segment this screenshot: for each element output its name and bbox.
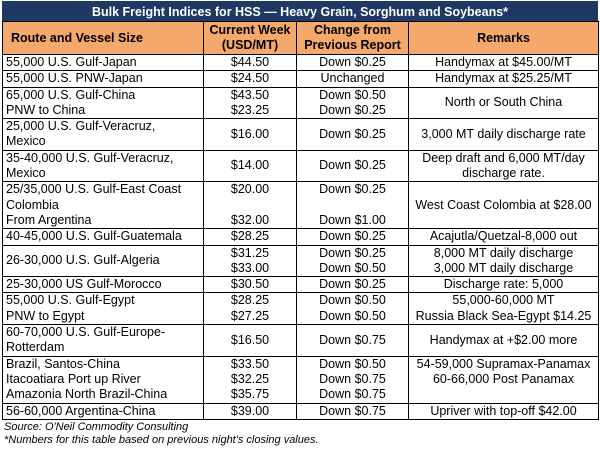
current-week-cell-line: $33.00 <box>230 260 270 275</box>
change-cell <box>297 182 409 229</box>
route-cell-line: 25/35,000 U.S. Gulf-East Coast <box>6 182 182 197</box>
route-cell <box>3 356 204 403</box>
source-note: Source: O'Neil Commodity Consulting <box>4 420 189 433</box>
change-cell <box>297 71 409 87</box>
route-cell-line: 55,000 U.S. Gulf-Japan <box>6 55 137 69</box>
change-cell <box>297 87 409 119</box>
table-row <box>3 245 599 277</box>
route-cell-line: Brazil, Santos-China <box>6 356 120 371</box>
current-week-cell-line: $44.50 <box>230 55 270 69</box>
current-week-cell-line: $14.00 <box>230 158 270 173</box>
route-cell <box>3 245 204 277</box>
remarks-cell-line: North or South China <box>444 95 563 110</box>
route-cell-line: 35-40,000 U.S. Gulf-Veracruz, <box>6 150 174 165</box>
route-cell-line: 26-30,000 U.S. Gulf-Algeria <box>6 253 160 268</box>
change-cell <box>297 229 409 245</box>
freight-table-container <box>2 1 598 447</box>
current-week-cell-line: $27.25 <box>230 308 270 323</box>
current-week-cell-line: $32.00 <box>230 212 270 227</box>
table-row <box>3 229 599 245</box>
route-cell-line: 60-70,000 U.S. Gulf-Europe- <box>6 325 166 340</box>
current-week-cell-line: $20.00 <box>230 182 270 197</box>
current-week-cell <box>204 119 297 151</box>
change-cell-line: Down $0.25 <box>319 55 386 69</box>
remarks-cell-line: Handymax at +$2.00 more <box>429 332 578 347</box>
change-cell-line: Down $0.75 <box>319 371 386 386</box>
route-cell <box>3 325 204 357</box>
route-cell <box>3 150 204 182</box>
current-week-cell <box>204 277 297 293</box>
table-row <box>3 403 599 419</box>
change-cell-line: Down $0.25 <box>319 245 386 260</box>
route-cell <box>3 293 204 325</box>
remarks-cell <box>409 150 599 182</box>
route-cell-line: Itacoatiara Port up River <box>6 371 141 386</box>
route-cell <box>3 182 204 229</box>
remarks-cell <box>409 403 599 419</box>
change-cell <box>297 245 409 277</box>
remarks-cell-line: 55,000-60,000 MT <box>452 293 555 308</box>
route-cell-line: From Argentina <box>6 212 92 227</box>
current-week-cell <box>204 356 297 403</box>
remarks-cell-line: Russia Black Sea-Egypt $14.25 <box>415 308 592 323</box>
change-cell-line: Down $0.50 <box>319 308 386 323</box>
change-cell-line: Unchanged <box>320 71 385 86</box>
remarks-cell-line: Handymax at $25.25/MT <box>435 71 572 86</box>
current-week-cell-line: $30.50 <box>230 277 270 292</box>
route-cell <box>3 71 204 87</box>
table-row <box>3 71 599 87</box>
current-week-cell <box>204 293 297 325</box>
change-cell-line: Down $0.50 <box>319 87 386 102</box>
current-week-cell-line: $24.50 <box>230 71 270 86</box>
remarks-cell-line: 60-66,000 Post Panamax <box>432 371 575 386</box>
table-row <box>3 87 599 119</box>
remarks-cell-line: 3,000 MT daily discharge <box>433 260 574 275</box>
footnote: *Numbers for this table based on previous night's closing values. <box>4 433 319 446</box>
table-row <box>3 293 599 325</box>
change-cell-line: Down $0.50 <box>319 260 386 275</box>
route-cell <box>3 55 204 71</box>
table-row <box>3 182 599 229</box>
current-week-cell <box>204 87 297 119</box>
change-cell <box>297 325 409 357</box>
current-week-cell-line: $16.50 <box>230 332 270 347</box>
route-cell-line: Colombia <box>6 197 59 212</box>
table-title: Bulk Freight Indices for HSS — Heavy Grain, Sorghum and Soybeans* <box>2 1 598 21</box>
route-cell <box>3 403 204 419</box>
remarks-cell <box>409 245 599 277</box>
change-cell-line: Down $0.75 <box>319 332 386 347</box>
change-cell-line: Down $0.25 <box>319 102 386 117</box>
remarks-cell <box>409 293 599 325</box>
route-cell <box>3 277 204 293</box>
change-cell <box>297 356 409 403</box>
change-cell-line: Down $0.75 <box>319 387 386 402</box>
current-week-cell-line: $23.25 <box>230 102 270 117</box>
remarks-cell <box>409 55 599 71</box>
remarks-cell-line: 3,000 MT daily discharge rate <box>421 126 586 141</box>
table-body <box>3 55 599 420</box>
table-row <box>3 119 599 151</box>
route-cell-line: 40-45,000 U.S. Gulf-Guatemala <box>6 229 182 244</box>
current-week-cell <box>204 150 297 182</box>
current-week-cell <box>204 55 297 71</box>
remarks-cell <box>409 277 599 293</box>
freight-table <box>2 21 599 420</box>
table-row <box>3 150 599 182</box>
change-cell-line <box>300 198 405 213</box>
remarks-cell-line: 54-59,000 Supramax-Panamax <box>416 356 591 371</box>
table-row <box>3 356 599 403</box>
table-row <box>3 55 599 71</box>
remarks-cell <box>409 325 599 357</box>
current-week-cell-line <box>207 198 293 213</box>
change-cell-line: Down $0.25 <box>319 158 386 173</box>
remarks-cell-line: Acajutla/Quetzal-8,000 out <box>429 229 578 244</box>
remarks-cell <box>409 119 599 151</box>
remarks-cell-line: West Coast Colombia at $28.00 <box>415 197 592 212</box>
change-cell-line: Down $0.75 <box>319 403 386 418</box>
change-cell <box>297 55 409 71</box>
route-cell-line: PNW to China <box>6 102 86 117</box>
route-cell <box>3 229 204 245</box>
remarks-cell <box>409 229 599 245</box>
route-cell-line: 56-60,000 Argentina-China <box>6 403 156 418</box>
table-notes <box>2 421 598 447</box>
current-week-cell-line: $16.00 <box>230 126 270 141</box>
current-week-cell-line: $43.50 <box>230 87 270 102</box>
header-remarks: Remarks <box>409 22 599 55</box>
remarks-cell-line: 8,000 MT daily discharge <box>433 245 574 260</box>
route-cell-line: 65,000 U.S. Gulf-China <box>6 87 136 102</box>
header-current-line-1: Current Week <box>209 23 291 37</box>
route-cell-line: Mexico <box>6 134 46 149</box>
route-cell-line: 55,000 U.S. Gulf-Egypt <box>6 293 135 308</box>
current-week-cell-line: $28.25 <box>230 229 270 244</box>
change-cell <box>297 403 409 419</box>
current-week-cell <box>204 71 297 87</box>
remarks-cell-line: Upriver with top-off $42.00 <box>430 403 577 418</box>
current-week-cell <box>204 245 297 277</box>
change-cell-line: Down $0.25 <box>319 126 386 141</box>
route-cell-line: PNW to Egypt <box>6 308 85 323</box>
remarks-cell-line: Deep draft and 6,000 MT/day <box>422 150 585 165</box>
remarks-cell-line <box>412 387 595 402</box>
route-cell-line: 55,000 U.S. PNW-Japan <box>6 71 143 86</box>
change-cell <box>297 277 409 293</box>
current-week-cell-line: $28.25 <box>230 293 270 308</box>
current-week-cell-line: $35.75 <box>230 387 270 402</box>
header-change <box>297 22 409 55</box>
remarks-cell-line: discharge rate. <box>462 166 545 181</box>
change-cell-line: Down $0.25 <box>319 277 386 292</box>
header-row <box>3 22 599 55</box>
change-cell <box>297 293 409 325</box>
route-cell-line: 25-30,000 US Gulf-Morocco <box>6 277 162 292</box>
current-week-cell <box>204 229 297 245</box>
header-current-line-2: (USD/MT) <box>221 38 279 52</box>
current-week-cell-line: $33.50 <box>230 356 270 371</box>
route-cell <box>3 119 204 151</box>
table-row <box>3 277 599 293</box>
current-week-cell <box>204 403 297 419</box>
change-cell-line: Down $0.25 <box>319 182 386 197</box>
current-week-cell-line: $39.00 <box>230 403 270 418</box>
remarks-cell <box>409 87 599 119</box>
current-week-cell <box>204 325 297 357</box>
current-week-cell-line: $32.25 <box>230 371 270 386</box>
change-cell-line: Down $0.50 <box>319 293 386 308</box>
route-cell <box>3 87 204 119</box>
header-route: Route and Vessel Size <box>3 22 204 55</box>
header-change-line-1: Change from <box>313 23 392 37</box>
remarks-cell-line: Handymax at $45.00/MT <box>435 55 572 69</box>
table-row <box>3 325 599 357</box>
route-cell-line: Amazonia North Brazil-China <box>6 387 168 402</box>
remarks-cell-line: Discharge rate: 5,000 <box>443 277 564 292</box>
remarks-cell <box>409 182 599 229</box>
current-week-cell-line: $31.25 <box>230 245 270 260</box>
remarks-cell <box>409 356 599 403</box>
change-cell-line: Down $0.50 <box>319 356 386 371</box>
current-week-cell <box>204 182 297 229</box>
route-cell-line: Rotterdam <box>6 340 65 355</box>
header-change-line-2: Previous Report <box>304 38 401 52</box>
remarks-cell <box>409 71 599 87</box>
change-cell <box>297 150 409 182</box>
header-current-week <box>204 22 297 55</box>
change-cell-line: Down $1.00 <box>319 212 386 227</box>
route-cell-line: Mexico <box>6 166 46 181</box>
change-cell-line: Down $0.25 <box>319 229 386 244</box>
route-cell-line: 25,000 U.S. Gulf-Veracruz, <box>6 119 156 134</box>
change-cell <box>297 119 409 151</box>
